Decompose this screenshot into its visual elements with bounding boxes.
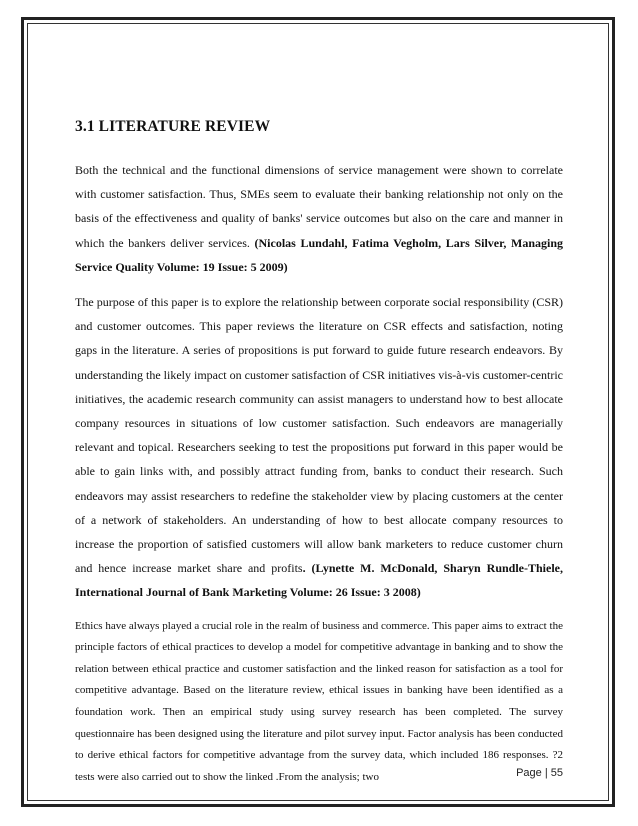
paragraph-2-citation: . (Lynette M. McDonald, Sharyn Rundle-Thiele, International Journal of Bank Marketing Volume: 26 Issue: 3 2008) xyxy=(75,561,564,600)
paragraph-2-text: The purpose of this paper is to explore the relationship between corporate social responsibility (CSR) and customer outcomes. This paper reviews the literature on CSR effects and satisfaction, noting gaps in the literature. A series of propositions is put forward to guide future research endeavors. By understanding the likely impact on customer satisfaction of CSR initiatives vis-à-vis customer-centric initiatives, the academic research community can assist managers to understand how to best allocate company resources in situations of low customer satisfaction. Such endeavors are managerially relevant and topical. Researchers seeking to test the propositions put forward in this paper would be able to gain links with, and possibly attract funding from, banks to conduct their research. Such endeavors may assist researchers to redefine the stakeholder view by placing customers at the center of a network of stakeholders. An understanding of how to best allocate company resources to increase the proportion of satisfied customers will allow bank marketers to reduce customer churn and hence increase market share and profits xyxy=(75,295,563,576)
paragraph-3 xyxy=(75,616,563,789)
paragraph-1-citation: (Nicolas Lundahl, Fatima Vegholm, Lars Silver, Managing Service Quality Volume: 19 Issue: 5 2009) xyxy=(75,235,563,274)
paragraph-1-text: Both the technical and the functional dimensions of service management were shown to correlate with customer satisfaction. Thus, SMEs seem to evaluate their banking relationship not only on the basis of the effectiveness and quality of banks' service outcomes but also on the care and manner in which the bankers deliver services. xyxy=(75,163,563,250)
paragraph-2 xyxy=(75,290,563,605)
paragraph-3-text: Ethics have always played a crucial role in the realm of business and commerce. This paper aims to extract the principle factors of ethical practices to develop a model for competitive advantage in banking and to show the relation between ethical practice and customer satisfaction and the linked reason for satisfaction as a tool for competitive advantage. Based on the literature review, ethical issues in banking have been identified as a foundation work. Then an empirical study using survey research has been completed. The survey questionnaire has been designed using the literature and pilot survey input. Factor analysis has been conducted to derive ethical factors for competitive advantage from the survey data, which included 186 responses. ?2 tests were also carried out to show the linked .From the analysis; two xyxy=(75,619,563,783)
page-number: Page | 55 xyxy=(516,767,563,779)
page-content xyxy=(75,118,563,799)
section-heading: 3.1 LITERATURE REVIEW xyxy=(75,118,271,135)
paragraph-1 xyxy=(75,158,563,279)
